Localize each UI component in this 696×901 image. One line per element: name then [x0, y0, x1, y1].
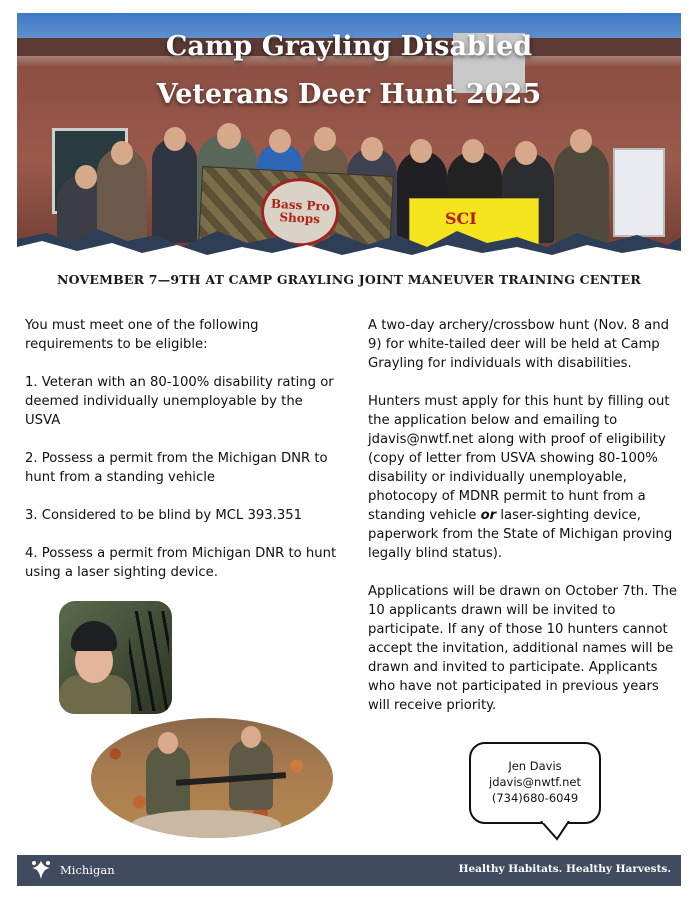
application-text-part-2: laser-sighting device, paperwork from the State of Michigan proving legally blind status). — [368, 508, 673, 561]
contact-name: Jen Davis — [508, 759, 562, 773]
page-title-line-2: Veterans Deer Hunt 2025 — [156, 79, 542, 110]
footer-tagline: Healthy Habitats. Healthy Harvests. — [458, 863, 671, 875]
michigan-logo-icon — [29, 859, 53, 881]
successful-hunters-photo — [91, 718, 333, 838]
eligibility-section — [25, 316, 340, 582]
requirement-item: 1. Veteran with an 80-100% disability rating or deemed individually unemployable by the USVA — [25, 375, 334, 428]
emphasis-or: or — [480, 508, 497, 523]
contact-phone[interactable]: (734)680-6049 — [491, 791, 579, 805]
page-title-line-1: Camp Grayling Disabled — [165, 31, 533, 62]
hunt-description: A two-day archery/crossbow hunt (Nov. 8 and 9) for white-tailed deer will be held at Camp Grayling for individuals with disabilities. — [368, 318, 669, 371]
requirement-item: 2. Possess a permit from the Michigan DNR to hunt from a standing vehicle — [25, 451, 328, 485]
event-date-heading: NOVEMBER 7—9TH AT CAMP GRAYLING JOINT MANEUVER TRAINING CENTER — [57, 272, 641, 287]
drawing-information: Applications will be drawn on October 7th. The 10 applicants drawn will be invited to participate. If any of those 10 hunters cannot accept the invitation, additional names will be drawn and invited to participate. Applicants who have not participated in previous years will receive priority. — [368, 584, 678, 713]
contact-email[interactable]: jdavis@nwtf.net — [489, 775, 581, 789]
application-instructions — [368, 392, 678, 563]
speech-bubble-tail — [539, 821, 579, 841]
requirement-item: 4. Possess a permit from Michigan DNR to hunt using a laser sighting device. — [25, 546, 337, 580]
hunter-selfie-photo — [59, 601, 172, 714]
application-text-part-1: Hunters must apply for this hunt by filling out the application below and emailing to jdavis@nwtf.net along with proof of eligibility (copy of letter from USVA showing 80-100% disability or individually unemployable, photocopy of MDNR permit to hunt from a standing vehicle — [368, 394, 670, 523]
contact-speech-bubble — [469, 742, 601, 824]
sci-logo: SCI — [445, 209, 477, 228]
requirement-item: 3. Considered to be blind by MCL 393.351 — [25, 508, 302, 523]
eligibility-intro: You must meet one of the following requirements to be eligible: — [25, 318, 259, 352]
footer-bar — [17, 855, 681, 886]
footer-brand: Michigan — [60, 863, 115, 877]
bass-pro-shops-logo: Bass Pro Shops — [259, 176, 340, 248]
hero-photo — [17, 13, 681, 260]
hunt-details-section — [368, 316, 678, 715]
torn-paper-edge — [17, 221, 681, 260]
harvested-deer — [131, 810, 281, 838]
